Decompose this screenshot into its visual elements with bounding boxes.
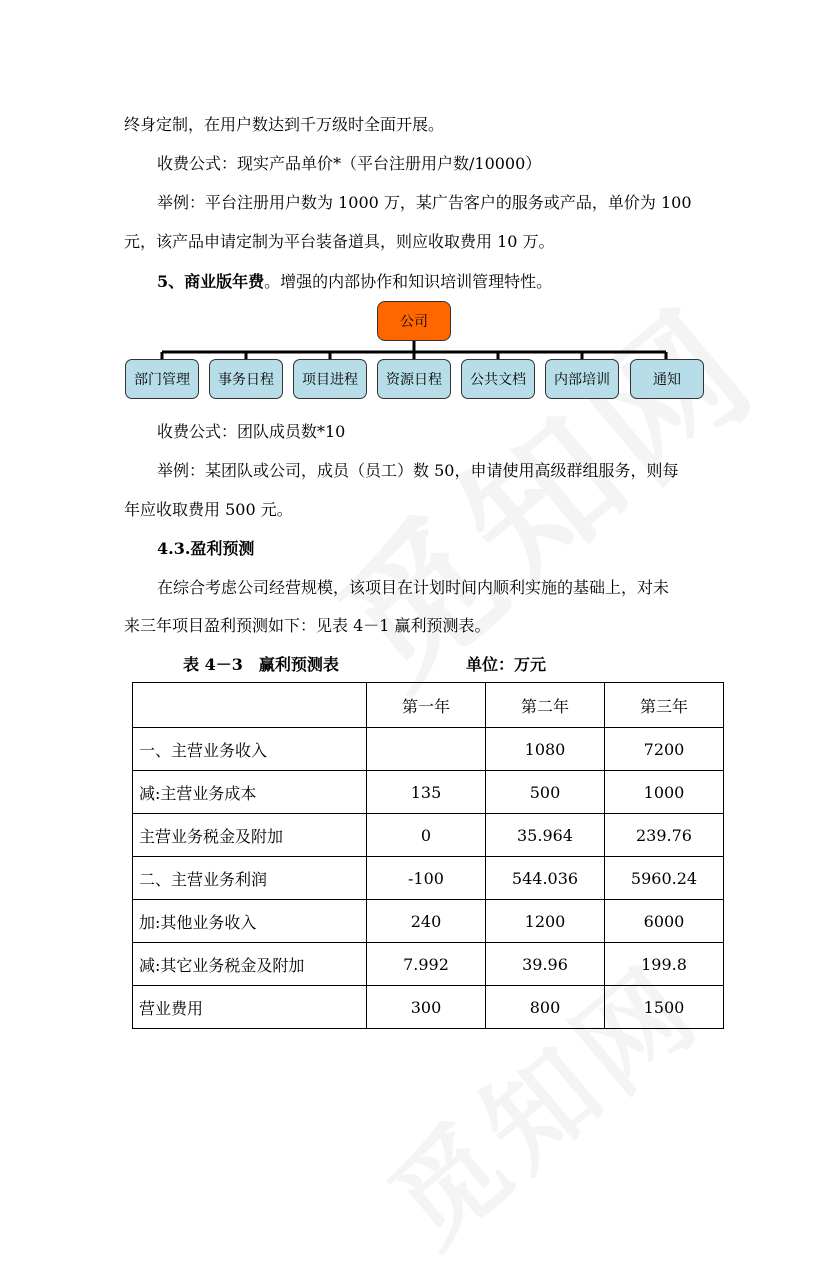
table-row <box>133 900 724 943</box>
table-caption: 表 4－3 赢利预测表 <box>183 655 339 674</box>
section-heading: 4.3.盈利预测 <box>157 539 255 558</box>
table-header-cell <box>133 683 367 728</box>
table-cell: 加:其他业务收入 <box>133 900 367 943</box>
table-row <box>133 943 724 986</box>
table-row <box>133 814 724 857</box>
paragraph-line: 收费公式：团队成员数*10 <box>157 422 346 441</box>
table-cell: 544.036 <box>486 857 605 900</box>
table-cell: 135 <box>367 771 486 814</box>
table-cell: 240 <box>367 900 486 943</box>
table-row <box>133 986 724 1029</box>
org-node-resource: 资源日程 <box>377 359 451 399</box>
table-row <box>133 857 724 900</box>
org-node-project: 项目进程 <box>293 359 367 399</box>
table-cell: 1500 <box>605 986 724 1029</box>
table-cell: 7200 <box>605 728 724 771</box>
table-header-cell: 第二年 <box>486 683 605 728</box>
table-header-row <box>133 683 724 728</box>
org-node-notice: 通知 <box>630 359 704 399</box>
table-cell: 1080 <box>486 728 605 771</box>
table-cell: 39.96 <box>486 943 605 986</box>
table-cell: 营业费用 <box>133 986 367 1029</box>
paragraph-line: 举例：平台注册用户数为 1000 万，某广告客户的服务或产品，单价为 100 <box>157 193 692 212</box>
table-header-cell: 第三年 <box>605 683 724 728</box>
org-node-dept: 部门管理 <box>125 359 199 399</box>
table-cell: 0 <box>367 814 486 857</box>
profit-forecast-table <box>132 682 724 1029</box>
org-chart-connectors <box>0 0 830 420</box>
paragraph-line: 元，该产品申请定制为平台装备道具，则应收取费用 10 万。 <box>124 232 555 251</box>
subsection-title: 5、商业版年费 <box>157 272 265 291</box>
table-cell: 减:主营业务成本 <box>133 771 367 814</box>
table-cell: 5960.24 <box>605 857 724 900</box>
table-cell: 1000 <box>605 771 724 814</box>
table-cell: 239.76 <box>605 814 724 857</box>
paragraph-line: 来三年项目盈利预测如下：见表 4－1 赢利预测表。 <box>124 616 491 635</box>
table-cell: 35.964 <box>486 814 605 857</box>
table-cell: 6000 <box>605 900 724 943</box>
table-cell <box>367 728 486 771</box>
table-cell: 7.992 <box>367 943 486 986</box>
table-cell: 主营业务税金及附加 <box>133 814 367 857</box>
table-row <box>133 728 724 771</box>
table-unit: 单位：万元 <box>466 655 547 674</box>
paragraph-line: 举例：某团队或公司，成员（员工）数 50，申请使用高级群组服务，则每 <box>157 461 679 480</box>
org-node-training: 内部培训 <box>545 359 619 399</box>
table-cell: 二、主营业务利润 <box>133 857 367 900</box>
paragraph-line: 收费公式：现实产品单价*（平台注册用户数/10000） <box>157 154 542 173</box>
table-cell: 1200 <box>486 900 605 943</box>
paragraph-line: 在综合考虑公司经营规模，该项目在计划时间内顺利实施的基础上，对未 <box>157 578 670 597</box>
table-cell: 300 <box>367 986 486 1029</box>
paragraph-text: 。增强的内部协作和知识培训管理特性。 <box>264 272 553 291</box>
table-cell: 500 <box>486 771 605 814</box>
org-node-docs: 公共文档 <box>461 359 535 399</box>
org-node-schedule: 事务日程 <box>209 359 283 399</box>
table-cell: 减:其它业务税金及附加 <box>133 943 367 986</box>
table-cell: -100 <box>367 857 486 900</box>
org-root-node: 公司 <box>377 301 451 341</box>
table-cell: 一、主营业务收入 <box>133 728 367 771</box>
paragraph-line: 年应收取费用 500 元。 <box>124 500 293 519</box>
table-cell: 800 <box>486 986 605 1029</box>
table-header-cell: 第一年 <box>367 683 486 728</box>
table-cell: 199.8 <box>605 943 724 986</box>
paragraph-line: 终身定制，在用户数达到千万级时全面开展。 <box>124 115 445 134</box>
table-row <box>133 771 724 814</box>
